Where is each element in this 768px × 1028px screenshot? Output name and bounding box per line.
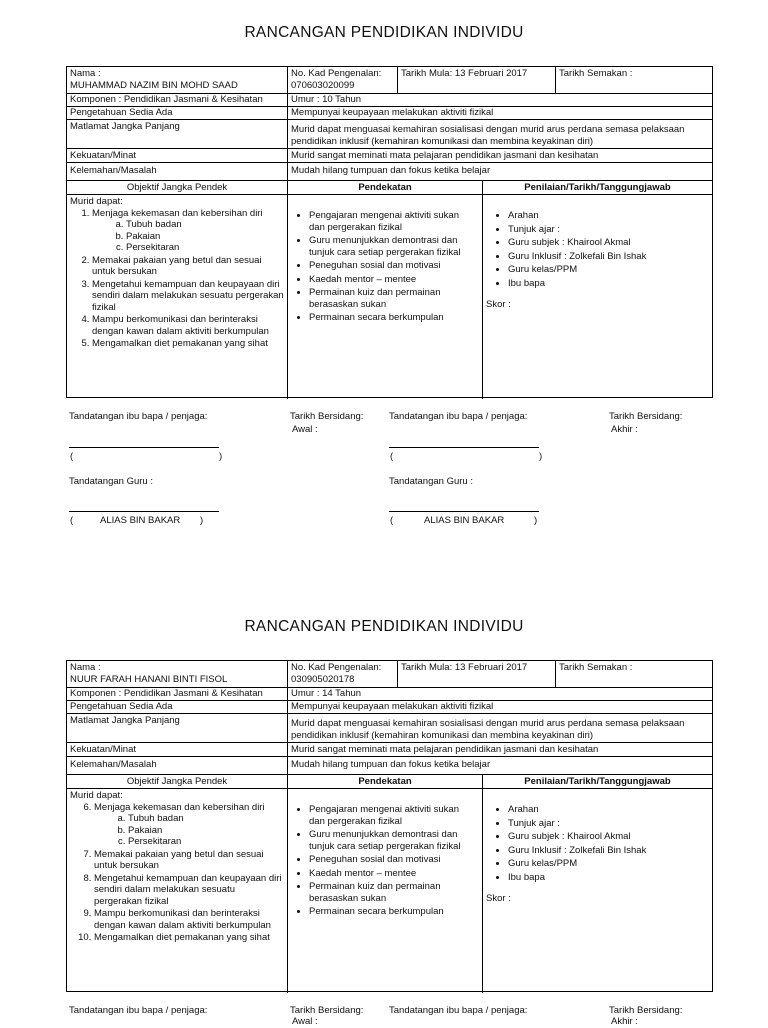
bracket-open: ( bbox=[390, 515, 394, 526]
objectives-list bbox=[70, 802, 284, 944]
knowledge-label: Pengetahuan Sedia Ada bbox=[70, 701, 173, 712]
teacher-signature-label-2: Tandatangan Guru : bbox=[389, 476, 473, 487]
ic-label: No. Kad Pengenalan: bbox=[291, 68, 382, 79]
weakness-label: Kelemahan/Masalah bbox=[70, 165, 157, 176]
objective-item: 10. Mengamalkan diet pemakanan yang sihat bbox=[94, 932, 284, 944]
meeting-date-label: Tarikh Bersidang: bbox=[290, 411, 364, 422]
assessment-item: • Guru subjek : Khairool Akmal bbox=[508, 237, 709, 249]
parent-signature-label-2: Tandatangan ibu bapa / penjaga: bbox=[389, 411, 528, 422]
review-date: Tarikh Semakan : bbox=[559, 68, 633, 79]
objective-item: 8. Mengetahui kemampuan dan keupayaan diri sendiri dalam melakukan sesuatu pergerakan fizikal bbox=[94, 873, 284, 908]
bracket-close: ) bbox=[200, 515, 204, 526]
age: Umur : 10 Tahun bbox=[291, 94, 362, 105]
objective-sublist bbox=[94, 813, 284, 848]
objectives-list bbox=[70, 208, 284, 350]
assessment-item: • Tunjuk ajar : bbox=[508, 818, 709, 830]
component: Komponen : Pendidikan Jasmani & Kesihatan bbox=[70, 94, 263, 105]
strength-label: Kekuatan/Minat bbox=[70, 150, 137, 161]
assessment-item: • Ibu bapa bbox=[508, 278, 709, 290]
approach-cell bbox=[288, 209, 468, 327]
objective-subitem: a. Tubuh badan bbox=[128, 813, 284, 825]
bracket-open: ( bbox=[70, 515, 74, 526]
approach-item: • Guru menunjukkan demontrasi dan tunjuk cara setiap pergerakan fizikal bbox=[309, 235, 465, 258]
approach-item: • Guru menunjukkan demontrasi dan tunjuk cara setiap pergerakan fizikal bbox=[309, 829, 465, 852]
name-cell bbox=[67, 661, 287, 686]
objective-subitem: b. Pakaian bbox=[126, 231, 284, 243]
objective-header: Objektif Jangka Pendek bbox=[126, 776, 228, 787]
parent-signature-label: Tandatangan ibu bapa / penjaga: bbox=[69, 1005, 208, 1016]
assessment-item: • Guru Inklusif : Zolkefali Bin Ishak bbox=[508, 845, 709, 857]
approach-cell bbox=[288, 803, 468, 921]
approach-item: • Peneguhan sosial dan motivasi bbox=[309, 854, 465, 866]
meeting-early-label: Awal : bbox=[292, 1016, 318, 1027]
assessment-item: • Tunjuk ajar : bbox=[508, 224, 709, 236]
assessment-cell bbox=[483, 209, 712, 312]
name-label: Nama : bbox=[70, 68, 101, 79]
approach-list bbox=[291, 210, 465, 324]
student-name: NUUR FARAH HANANI BINTI FISOL bbox=[70, 673, 228, 685]
name-cell bbox=[67, 67, 287, 92]
objective-sublist bbox=[92, 219, 284, 254]
start-date: Tarikh Mula: 13 Februari 2017 bbox=[401, 68, 528, 79]
knowledge-value: Mempunyai keupayaan melakukan aktiviti fizikal bbox=[291, 701, 494, 712]
objective-subitem: c. Persekitaran bbox=[128, 836, 284, 848]
meeting-date-label-2: Tarikh Bersidang: bbox=[609, 411, 683, 422]
approach-item: • Permainan secara berkumpulan bbox=[309, 906, 465, 918]
goal-value: Murid dapat menguasai kemahiran sosialisasi dengan murid arus perdana semasa pelaksaan pendidikan inklusif (kemahiran komunikasi dan membina keyakinan diri) bbox=[291, 718, 685, 741]
page-title: RANCANGAN PENDIDIKAN INDIVIDU bbox=[244, 24, 524, 41]
assessment-item: • Guru Inklusif : Zolkefali Bin Ishak bbox=[508, 251, 709, 263]
iep-table bbox=[66, 66, 713, 398]
iep-table bbox=[66, 660, 713, 992]
strength-value: Murid sangat meminati mata pelajaran pendidikan jasmani dan kesihatan bbox=[291, 744, 599, 755]
objective-subitem: a. Tubuh badan bbox=[126, 219, 284, 231]
approach-item: • Kaedah mentor – mentee bbox=[309, 868, 465, 880]
assessment-header: Penilaian/Tarikh/Tanggungjawab bbox=[524, 182, 671, 193]
goal-value: Murid dapat menguasai kemahiran sosialisasi dengan murid arus perdana semasa pelaksaan pendidikan inklusif (kemahiran komunikasi dan membina keyakinan diri) bbox=[291, 124, 685, 147]
bracket-close: ) bbox=[534, 515, 538, 526]
objectives-intro: Murid dapat: bbox=[70, 790, 123, 801]
approach-header: Pendekatan bbox=[358, 776, 412, 787]
component: Komponen : Pendidikan Jasmani & Kesihatan bbox=[70, 688, 263, 699]
meeting-date-label: Tarikh Bersidang: bbox=[290, 1005, 364, 1016]
signature-line bbox=[389, 511, 539, 512]
teacher-name: ALIAS BIN BAKAR bbox=[100, 515, 181, 526]
approach-list bbox=[291, 804, 465, 918]
page-title: RANCANGAN PENDIDIKAN INDIVIDU bbox=[244, 618, 524, 635]
weakness-value: Mudah hilang tumpuan dan fokus ketika belajar bbox=[291, 165, 491, 176]
assessment-list bbox=[486, 804, 709, 883]
signature-line bbox=[69, 511, 219, 512]
assessment-item: • Guru subjek : Khairool Akmal bbox=[508, 831, 709, 843]
strength-label: Kekuatan/Minat bbox=[70, 744, 137, 755]
assessment-list bbox=[486, 210, 709, 289]
objective-header: Objektif Jangka Pendek bbox=[126, 182, 228, 193]
assessment-item: • Guru kelas/PPM bbox=[508, 858, 709, 870]
bracket-open: ( bbox=[70, 451, 74, 462]
meeting-late-label: Akhir : bbox=[611, 1016, 638, 1027]
start-date: Tarikh Mula: 13 Februari 2017 bbox=[401, 662, 528, 673]
score-label: Skor : bbox=[486, 893, 511, 904]
weakness-label: Kelemahan/Masalah bbox=[70, 759, 157, 770]
objective-item: 5. Mengamalkan diet pemakanan yang sihat bbox=[92, 338, 284, 350]
approach-item: • Pengajaran mengenai aktiviti sukan dan pergerakan fizikal bbox=[309, 210, 465, 233]
signature-line bbox=[389, 447, 539, 448]
strength-value: Murid sangat meminati mata pelajaran pendidikan jasmani dan kesihatan bbox=[291, 150, 599, 161]
objective-item: 3. Mengetahui kemampuan dan keupayaan diri sendiri dalam melakukan sesuatu pergerakan fizikal bbox=[92, 279, 284, 314]
meeting-late-label: Akhir : bbox=[611, 424, 638, 435]
weakness-value: Mudah hilang tumpuan dan fokus ketika belajar bbox=[291, 759, 491, 770]
assessment-item: • Arahan bbox=[508, 804, 709, 816]
review-date: Tarikh Semakan : bbox=[559, 662, 633, 673]
objectives-cell bbox=[67, 789, 287, 946]
objective-item: 9. Mampu berkomunikasi dan berinteraksi dengan kawan dalam aktiviti berkumpulan bbox=[94, 908, 284, 931]
approach-item: • Kaedah mentor – mentee bbox=[309, 274, 465, 286]
teacher-name-2: ALIAS BIN BAKAR bbox=[424, 515, 505, 526]
ic-cell bbox=[288, 661, 398, 686]
parent-signature-label-2: Tandatangan ibu bapa / penjaga: bbox=[389, 1005, 528, 1016]
approach-item: • Permainan kuiz dan permainan berasaskan sukan bbox=[309, 287, 465, 310]
name-label: Nama : bbox=[70, 662, 101, 673]
assessment-item: • Guru kelas/PPM bbox=[508, 264, 709, 276]
bracket-close: ) bbox=[219, 451, 223, 462]
knowledge-label: Pengetahuan Sedia Ada bbox=[70, 107, 173, 118]
bracket-open: ( bbox=[390, 451, 394, 462]
assessment-cell bbox=[483, 803, 712, 906]
parent-signature-label: Tandatangan ibu bapa / penjaga: bbox=[69, 411, 208, 422]
meeting-date-label-2: Tarikh Bersidang: bbox=[609, 1005, 683, 1016]
ic-number: 070603020099 bbox=[291, 79, 355, 91]
ic-cell bbox=[288, 67, 398, 92]
age: Umur : 14 Tahun bbox=[291, 688, 362, 699]
objective-item: 6. Menjaga kekemasan dan kebersihan diri a. Tubuh badan b. Pakaian c. Persekitaran bbox=[94, 802, 284, 848]
score-label: Skor : bbox=[486, 299, 511, 310]
approach-header: Pendekatan bbox=[358, 182, 412, 193]
objective-subitem: b. Pakaian bbox=[128, 825, 284, 837]
bracket-close: ) bbox=[539, 451, 543, 462]
assessment-header: Penilaian/Tarikh/Tanggungjawab bbox=[524, 776, 671, 787]
objective-subitem: c. Persekitaran bbox=[126, 242, 284, 254]
meeting-early-label: Awal : bbox=[292, 424, 318, 435]
objective-item: 7. Memakai pakaian yang betul dan sesuai untuk bersukan bbox=[94, 849, 284, 872]
ic-label: No. Kad Pengenalan: bbox=[291, 662, 382, 673]
student-name: MUHAMMAD NAZIM BIN MOHD SAAD bbox=[70, 79, 238, 91]
objectives-intro: Murid dapat: bbox=[70, 196, 123, 207]
objective-item: 1. Menjaga kekemasan dan kebersihan diri a. Tubuh badan b. Pakaian c. Persekitaran bbox=[92, 208, 284, 254]
approach-item: • Permainan kuiz dan permainan berasaskan sukan bbox=[309, 881, 465, 904]
objectives-cell bbox=[67, 195, 287, 352]
teacher-signature-label: Tandatangan Guru : bbox=[69, 476, 153, 487]
goal-label: Matlamat Jangka Panjang bbox=[70, 121, 180, 132]
approach-item: • Pengajaran mengenai aktiviti sukan dan pergerakan fizikal bbox=[309, 804, 465, 827]
signature-line bbox=[69, 447, 219, 448]
goal-label: Matlamat Jangka Panjang bbox=[70, 715, 180, 726]
approach-item: • Permainan secara berkumpulan bbox=[309, 312, 465, 324]
objective-item: 4. Mampu berkomunikasi dan berinteraksi dengan kawan dalam aktiviti berkumpulan bbox=[92, 314, 284, 337]
ic-number: 030905020178 bbox=[291, 673, 355, 685]
assessment-item: • Arahan bbox=[508, 210, 709, 222]
assessment-item: • Ibu bapa bbox=[508, 872, 709, 884]
objective-item: 2. Memakai pakaian yang betul dan sesuai untuk bersukan bbox=[92, 255, 284, 278]
approach-item: • Peneguhan sosial dan motivasi bbox=[309, 260, 465, 272]
knowledge-value: Mempunyai keupayaan melakukan aktiviti fizikal bbox=[291, 107, 494, 118]
